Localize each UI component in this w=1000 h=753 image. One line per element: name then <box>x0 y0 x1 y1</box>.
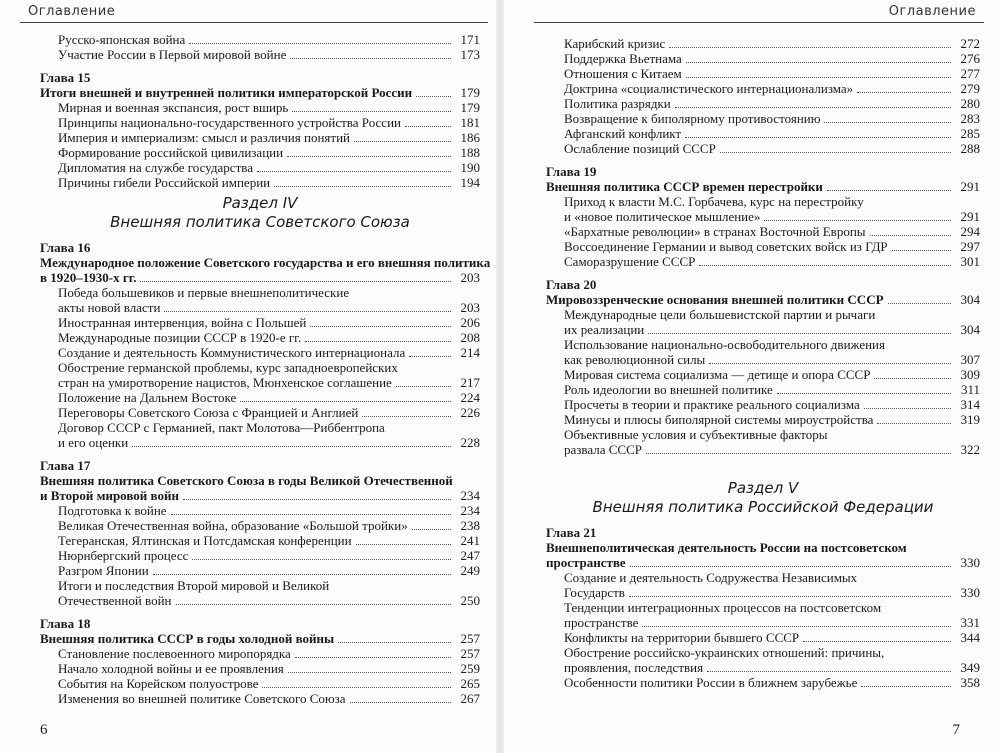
toc-entry[interactable]: Воссоединение Германии и вывод советских войск из ГДР 297 <box>564 239 980 254</box>
page-number: 6 <box>40 722 48 738</box>
header-rule <box>20 22 488 23</box>
toc-entry[interactable]: Подготовка к войне 234 <box>58 503 480 518</box>
toc-entry[interactable]: Отечественной войн 250 <box>58 593 480 608</box>
toc-entry[interactable]: Афганский конфликт 285 <box>564 126 980 141</box>
toc-entry[interactable]: Формирование российской цивилизации 188 <box>58 145 480 160</box>
chapter-label: Глава 19 <box>546 164 597 179</box>
toc-entry[interactable]: Разгром Японии 249 <box>58 563 480 578</box>
section-label: Раздел V <box>727 479 799 497</box>
toc-entry[interactable]: Нюрнбергский процесс 247 <box>58 548 480 563</box>
toc-entry[interactable]: «Бархатные революции» в странах Восточной Европы 294 <box>564 224 980 239</box>
toc-entry[interactable]: Ослабление позиций СССР 288 <box>564 141 980 156</box>
chapter-label: Глава 20 <box>546 277 597 292</box>
toc-entry[interactable]: проявления, последствия 349 <box>564 660 980 675</box>
toc-entry[interactable]: Карибский кризис 272 <box>564 36 980 51</box>
toc-entry[interactable]: Особенности политики России в ближнем зарубежье 358 <box>564 675 980 690</box>
toc-entry[interactable]: Международные позиции СССР в 1920-е гг. 208 <box>58 330 480 345</box>
toc-entry[interactable]: Положение на Дальнем Востоке 224 <box>58 390 480 405</box>
toc-right <box>546 36 980 690</box>
toc-entry[interactable]: Причины гибели Российской империи 194 <box>58 175 480 190</box>
toc-entry[interactable]: Начало холодной войны и ее проявления 259 <box>58 661 480 676</box>
toc-entry[interactable]: Переговоры Советского Союза с Францией и Англией 226 <box>58 405 480 420</box>
toc-entry[interactable]: Участие России в Первой мировой войне 173 <box>58 47 480 62</box>
header-rule <box>534 22 984 23</box>
chapter-title[interactable]: Внешняя политика СССР в годы холодной войны 257 <box>40 631 480 646</box>
toc-entry[interactable]: стран на умиротворение нацистов, Мюнхенское соглашение 217 <box>58 375 480 390</box>
section-title: Внешняя политика Советского Союза <box>110 213 410 231</box>
toc-entry[interactable]: Политика разрядки 280 <box>564 96 980 111</box>
running-head: Оглавление <box>888 4 976 19</box>
toc-entry[interactable]: Создание и деятельность Коммунистического интернационала 214 <box>58 345 480 360</box>
toc-entry[interactable]: Приход к власти М.С. Горбачева, курс на перестройку <box>564 194 864 209</box>
toc-entry[interactable]: пространстве 331 <box>564 615 980 630</box>
chapter-label: Глава 18 <box>40 616 91 631</box>
toc-entry[interactable]: Конфликты на территории бывшего СССР 344 <box>564 630 980 645</box>
toc-entry[interactable]: Поддержка Вьетнама 276 <box>564 51 980 66</box>
running-head: Оглавление <box>28 4 116 19</box>
toc-entry[interactable]: Использование национально-освободительного движения <box>564 337 885 352</box>
toc-entry[interactable]: Итоги и последствия Второй мировой и Великой <box>58 578 330 593</box>
toc-entry[interactable]: Доктрина «социалистического интернационализма» 279 <box>564 81 980 96</box>
toc-entry[interactable]: Международные цели большевистской партии и рычаги <box>564 307 876 322</box>
toc-entry[interactable]: Государств 330 <box>564 585 980 600</box>
toc-entry[interactable]: Иностранная интервенция, война с Польшей 206 <box>58 315 480 330</box>
right-page <box>504 0 1000 753</box>
section-label: Раздел IV <box>222 194 298 212</box>
toc-entry[interactable]: Становление послевоенного миропорядка 257 <box>58 646 480 661</box>
toc-entry[interactable]: Обострение российско-украинских отношений: причины, <box>564 645 885 660</box>
toc-entry[interactable]: Русско-японская война 171 <box>58 32 480 47</box>
chapter-title[interactable]: Итоги внешней и внутренней политики императорской России 179 <box>40 85 480 100</box>
toc-entry[interactable]: Создание и деятельность Содружества Независимых <box>564 570 858 585</box>
toc-entry[interactable]: Мирная и военная экспансия, рост вширь 179 <box>58 100 480 115</box>
toc-entry[interactable]: акты новой власти 203 <box>58 300 480 315</box>
toc-entry[interactable]: Обострение германской проблемы, курс западноевропейских <box>58 360 398 375</box>
toc-entry[interactable]: как революционной силы 307 <box>564 352 980 367</box>
toc-entry[interactable]: и «новое политическое мышление» 291 <box>564 209 980 224</box>
chapter-title[interactable]: Внешнеполитическая деятельность России на постсоветском <box>546 540 907 555</box>
toc-left <box>40 32 491 706</box>
chapter-title[interactable]: Международное положение Советского государства и его внешняя политика <box>40 255 491 270</box>
chapter-title[interactable]: Внешняя политика Советского Союза в годы Великой Отечественной <box>40 473 453 488</box>
left-page <box>0 0 496 753</box>
chapter-title[interactable]: Внешняя политика СССР времен перестройки 291 <box>546 179 980 194</box>
toc-entry[interactable]: Роль идеологии во внешней политике 311 <box>564 382 980 397</box>
toc-entry[interactable]: Тенденции интеграционных процессов на постсоветском <box>564 600 882 615</box>
toc-entry[interactable]: Тегеранская, Ялтинская и Потсдамская конференции 241 <box>58 533 480 548</box>
chapter-label: Глава 15 <box>40 70 91 85</box>
toc-entry[interactable]: Просчеты в теории и практике реального социализма 314 <box>564 397 980 412</box>
section-title: Внешняя политика Российской Федерации <box>592 498 934 516</box>
toc-entry[interactable]: Империя и империализм: смысл и различия понятий 186 <box>58 130 480 145</box>
chapter-label: Глава 16 <box>40 240 91 255</box>
chapter-label: Глава 17 <box>40 458 91 473</box>
toc-entry[interactable]: Победа большевиков и первые внешнеполитические <box>58 285 350 300</box>
toc-entry[interactable]: Изменения во внешней политике Советского Союза 267 <box>58 691 480 706</box>
toc-entry[interactable]: и его оценки 228 <box>58 435 480 450</box>
toc-entry[interactable]: Отношения с Китаем 277 <box>564 66 980 81</box>
toc-entry[interactable]: Саморазрушение СССР 301 <box>564 254 980 269</box>
chapter-title[interactable]: и Второй мировой войн 234 <box>40 488 480 503</box>
chapter-title[interactable]: Мировоззренческие основания внешней политики СССР 304 <box>546 292 980 307</box>
chapter-title[interactable]: пространстве 330 <box>546 555 980 570</box>
chapter-label: Глава 21 <box>546 525 597 540</box>
toc-entry[interactable]: События на Корейском полуострове 265 <box>58 676 480 691</box>
toc-entry[interactable]: Минусы и плюсы биполярной системы мироустройства 319 <box>564 412 980 427</box>
page-number: 7 <box>952 722 960 738</box>
toc-entry[interactable]: их реализации 304 <box>564 322 980 337</box>
toc-entry[interactable]: Великая Отечественная война, образование «Большой тройки» 238 <box>58 518 480 533</box>
toc-entry[interactable]: Возвращение к биполярному противостоянию 283 <box>564 111 980 126</box>
toc-entry[interactable]: Договор СССР с Германией, пакт Молотова—Риббентропа <box>58 420 385 435</box>
toc-entry[interactable]: Принципы национально-государственного устройства России 181 <box>58 115 480 130</box>
toc-entry[interactable]: развала СССР 322 <box>564 442 980 457</box>
toc-entry[interactable]: Дипломатия на службе государства 190 <box>58 160 480 175</box>
chapter-title[interactable]: в 1920–1930-х гг. 203 <box>40 270 480 285</box>
toc-entry[interactable]: Объективные условия и субъективные факторы <box>564 427 828 442</box>
toc-entry[interactable]: Мировая система социализма — детище и опора СССР 309 <box>564 367 980 382</box>
